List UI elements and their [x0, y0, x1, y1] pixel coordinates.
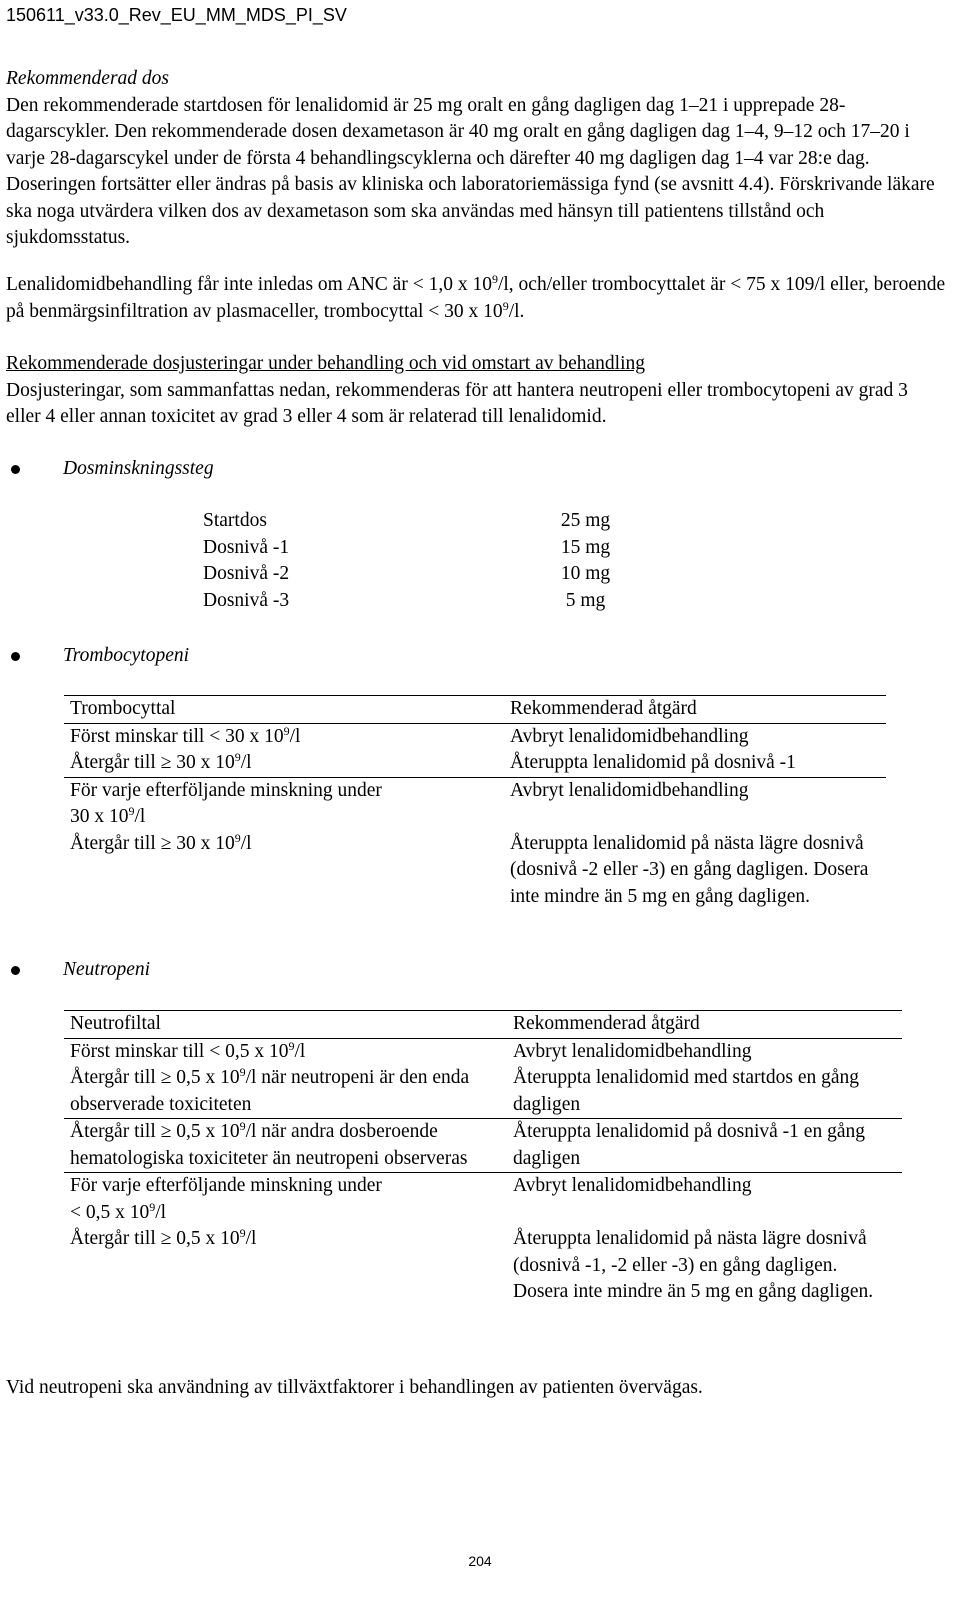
superscript: 9	[502, 298, 509, 313]
condition-cell: För varje efterföljande minskning under < 0,5 x $10^9/l$	[70, 1175, 382, 1223]
dose-value-cell: 5 mg	[565, 589, 606, 611]
anc-threshold-paragraph	[6, 272, 946, 325]
column-header: Neutrofiltal	[70, 1013, 161, 1034]
table-row	[64, 1038, 902, 1065]
column-header: Rekommenderad åtgärd	[513, 1013, 700, 1034]
table-row	[64, 831, 886, 911]
document-id-header: 150611_v33.0_Rev_EU_MM_MDS_PI_SV	[6, 5, 347, 25]
action-cell: Avbryt lenalidomidbehandling	[513, 1040, 752, 1062]
dose-value-cell: 10 mg	[560, 563, 611, 584]
action-cell: Återuppta lenalidomid på nästa lägre dosnivå (dosnivå -1, -2 eller -3) en gång dagligen. Dosera inte mindre än 5 mg en gång dagligen.	[513, 1228, 874, 1302]
action-cell: Avbryt lenalidomidbehandling	[513, 1175, 752, 1196]
neutropenia-table	[64, 1010, 902, 1306]
recommended-dose-section	[6, 66, 946, 252]
condition-cell: Återgår till ≥ 0,5 x $10^9/l$ när andra dosberoende hematologiska toxiciteter än neutropeni observeras	[70, 1119, 468, 1169]
column-header: Rekommenderad åtgärd	[510, 698, 697, 719]
dose-adjustment-paragraph: Dosjusteringar, som sammanfattas nedan, rekommenderas för att hantera neutropeni eller trombocytopeni av grad 3 eller 4 eller annan toxicitet av grad 3 eller 4 som är relaterad till lenalidomid.	[6, 379, 908, 427]
table-header-row	[64, 1011, 902, 1039]
dose-value-cell: 25 mg	[560, 510, 611, 531]
page-number: 204	[468, 1553, 492, 1569]
thrombocytopenia-label: Trombocytopeni	[63, 645, 190, 666]
action-cell: Återuppta lenalidomid på dosnivå -1 en gång dagligen	[513, 1121, 865, 1169]
section-heading-recommended-dose: Rekommenderad dos	[6, 68, 169, 89]
recommended-dose-paragraph: Den rekommenderade startdosen för lenalidomid är 25 mg oralt en gång dagligen dag 1–21 i upprepade 28-dagarscykler. Den rekommenderade dosen dexametason är 40 mg oralt en gång dagligen dag 1–4, 9–12 och 17–20 i varje 28-dagarscykel under de första 4 behandlingscyklerna och därefter 40 mg dagligen dag 1–4 var 28:e dag. Doseringen fortsätter eller ändras på basis av kliniska och laboratoriemässiga fynd (se avsnitt 4.4). Förskrivande läkare ska noga utvärdera vilken dos av dexametason som ska användas med hänsyn till patientens tillstånd och sjukdomsstatus.	[6, 94, 935, 248]
condition-cell: Återgår till ≥ 0,5 x $10^9/l$	[70, 1226, 257, 1249]
dose-level-cell: Dosnivå -2	[203, 563, 290, 584]
table-header-row	[64, 696, 886, 724]
action-cell: Avbryt lenalidomidbehandling	[510, 725, 749, 747]
anc-text-part2: /l, och/eller trombocyttalet är < 75 x 109/l eller, beroende på benmärgsinfiltration av plasmaceller, trombocyttal < 30 x 10	[6, 274, 946, 322]
condition-cell: För varje efterföljande minskning under 30 x $10^9/l$	[70, 779, 382, 827]
table-row	[64, 1119, 902, 1173]
growth-factor-note: Vid neutropeni ska användning av tillväxtfaktorer i behandlingen av patienten övervägas.	[6, 1377, 703, 1398]
table-row	[197, 535, 664, 562]
anc-text-part1: Lenalidomidbehandling får inte inledas om ANC är < 1,0 x 10	[6, 274, 492, 295]
dose-steps-label: Dosminskningssteg	[63, 458, 214, 479]
bullet-icon	[11, 966, 20, 975]
table-row	[197, 508, 664, 535]
action-cell: Återuppta lenalidomid med startdos en gång dagligen	[513, 1067, 860, 1115]
table-row	[64, 777, 886, 831]
table-row	[197, 561, 664, 588]
dose-level-cell: Dosnivå -1	[203, 536, 290, 558]
dose-level-cell: Startdos	[203, 510, 267, 531]
neutropenia-label: Neutropeni	[63, 959, 151, 980]
condition-cell: Återgår till ≥ 30 x $10^9/l$	[70, 830, 252, 854]
table-row	[64, 750, 886, 777]
dose-value-cell: 15 mg	[560, 536, 611, 558]
condition-cell: Först minskar till < 0,5 x $10^9/l$	[70, 1038, 306, 1062]
anc-text-part3: /l.	[508, 300, 525, 322]
table-row	[64, 1065, 902, 1119]
action-cell: Återuppta lenalidomid på dosnivå -1	[510, 752, 796, 773]
superscript: 9	[491, 272, 498, 286]
action-cell: Avbryt lenalidomidbehandling	[510, 779, 749, 801]
table-row	[197, 588, 664, 615]
dose-adjustment-section	[6, 351, 946, 431]
dose-steps-table	[197, 508, 664, 614]
thrombocytopenia-table	[64, 695, 886, 910]
action-cell: Återuppta lenalidomid på nästa lägre dosnivå (dosnivå -2 eller -3) en gång dagligen. Dosera inte mindre än 5 mg en gång dagligen.	[510, 832, 869, 907]
condition-cell: Återgår till ≥ 0,5 x $10^9/l$ när neutropeni är den enda observerade toxiciteten	[70, 1065, 470, 1115]
condition-cell: Återgår till ≥ 30 x $10^9/l$	[70, 750, 252, 773]
table-row	[64, 723, 886, 750]
condition-cell: Först minskar till < 30 x $10^9/l$	[70, 723, 301, 747]
column-header: Trombocyttal	[70, 698, 176, 719]
table-row	[64, 1226, 902, 1306]
table-row	[64, 1173, 902, 1227]
dose-level-cell: Dosnivå -3	[203, 589, 290, 611]
bullet-icon	[11, 465, 20, 474]
section-heading-dose-adjustments: Rekommenderade dosjusteringar under behandling och vid omstart av behandling	[6, 353, 645, 374]
bullet-icon	[11, 652, 20, 661]
